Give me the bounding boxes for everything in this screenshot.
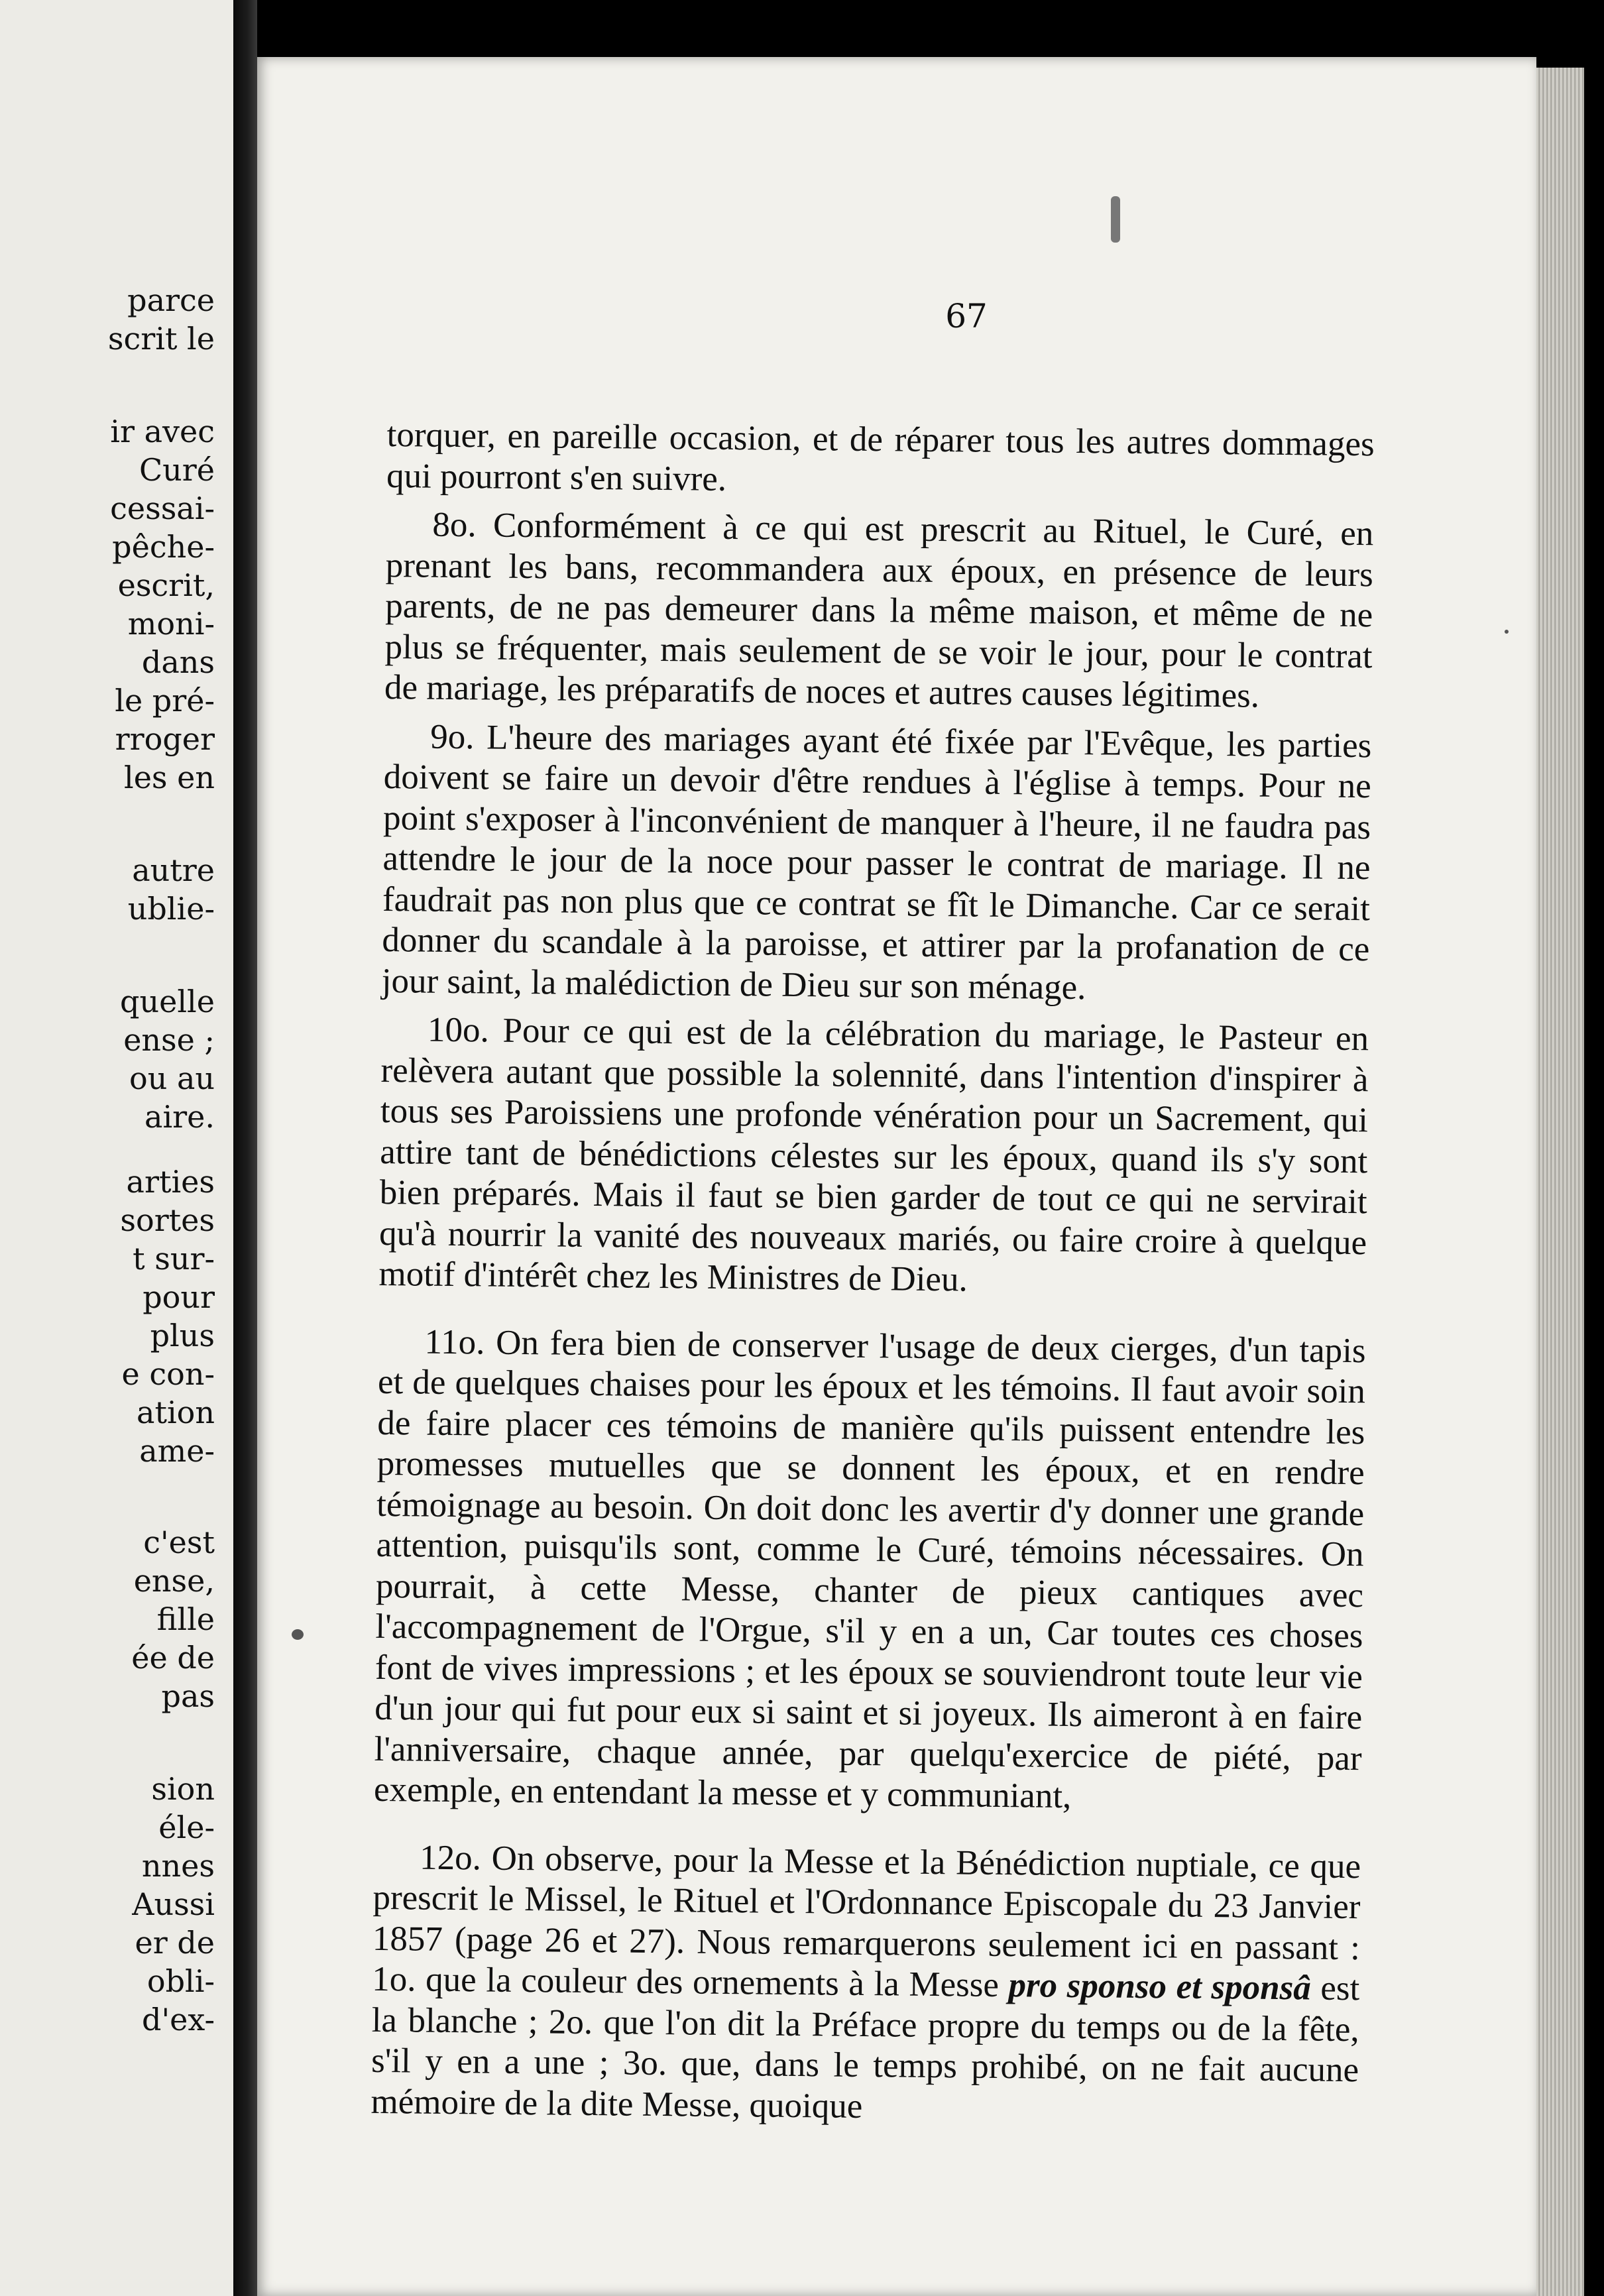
paragraph-11: 11o. On fera bien de conserver l'usage de deux cierges, d'un tapis et de quelques chaises pour les époux et les témoins. Il faut avoir soin de faire placer ces témoins de manière qu'ils puissent entendre les promesses mutuelles que se donnent les époux, et en rendre témoignage au besoin. On doit donc les avertir d'y donner une grande attention, puisqu'ils sont, comme le Curé, témoins nécessaires. On pourrait, à cette Messe, chanter de pieux cantiques avec l'accompagnement de l'Orgue, s'il y en a un, Car toutes ces choses font de vives impressions ; et les époux se souviendront toute leur vie d'un jour qui fut pour eux si saint et si joyeux. Ils aimeront à en faire l'anniversaire, chaque année, par quelqu'exercice de piété, par exemple, en entendant la messe et y communiant, xyxy=(373,1322,1366,1816)
left-page-line: ation xyxy=(137,1395,215,1430)
paragraph-continuation: torquer, en pareille occasion, et de réparer tous les autres dommages qui pourront s'en suivre. xyxy=(386,415,1375,498)
scan-speck xyxy=(292,1629,304,1640)
left-page-line: t sur- xyxy=(133,1241,215,1277)
left-page-line: cessai- xyxy=(110,490,215,526)
paragraph-12 xyxy=(371,1837,1361,2132)
left-page-line: rroger xyxy=(115,721,215,757)
book-gutter xyxy=(233,0,257,2296)
left-page-line: ir avec xyxy=(110,414,215,449)
left-page-line: moni- xyxy=(127,606,215,642)
left-page-line: pour xyxy=(143,1279,215,1315)
page-number: 67 xyxy=(945,297,988,335)
left-page-line: arties xyxy=(126,1164,215,1200)
left-page-line: éle- xyxy=(158,1809,215,1845)
paragraph-10: 10o. Pour ce qui est de la célébration du mariage, le Pasteur en relèvera autant que possible la solennité, dans l'intention d'inspirer à tous ses Paroissiens une profonde vénération pour un Sacrement, qui attire tant de bénédictions célestes sur les époux, quand ils s'y sont bien préparés. Mais il faut se bien garder de tout ce qui ne servirait qu'à nourrir la vanité des nouveaux mariés, ou faire croire à quelque motif d'intérêt chez les Ministres de Dieu. xyxy=(378,1010,1369,1299)
left-page-line: Curé xyxy=(139,452,215,488)
left-page-line: Aussi xyxy=(132,1886,215,1922)
page-body-text xyxy=(371,415,1375,2140)
previous-page-fragment xyxy=(0,0,233,2296)
paragraph-12-text-start: 12o. On observe, pour la Messe et la Bénédiction nuptiale, ce que prescrit le Missel, le Rituel et l'Ordonnance Episcopale du 23 Janvier 1857 (page 26 et 27). Nous remarquerons seulement ici en passant : 1o. que la couleur des ornements à la Messe xyxy=(372,1838,1361,2005)
left-page-line: ense, xyxy=(133,1563,215,1599)
left-page-line: parce xyxy=(127,282,215,318)
left-page-line: quelle xyxy=(120,984,215,1019)
left-page-line: ou au xyxy=(129,1061,215,1096)
left-page-line: autre xyxy=(132,852,215,888)
left-page-line: ublie- xyxy=(127,891,215,927)
latin-phrase: pro sponso et sponsâ xyxy=(1008,1966,1312,2008)
left-page-line: escrit, xyxy=(117,567,215,603)
left-page-line: er de xyxy=(135,1925,215,1961)
left-page-line: dans xyxy=(141,644,215,680)
left-page-line: e con- xyxy=(121,1356,215,1392)
left-page-line: nnes xyxy=(141,1848,215,1884)
left-page-line: ame- xyxy=(139,1433,215,1469)
left-page-line: obli- xyxy=(146,1963,215,1999)
left-page-line: le pré- xyxy=(115,683,215,718)
left-page-line: sion xyxy=(151,1771,215,1807)
paragraph-8: 8o. Conformément à ce qui est prescrit au Rituel, le Curé, en prenant les bans, recommandera aux époux, en présence de leurs parents, de ne pas demeurer dans la même maison, et même de ne plus se fréquenter, mais seulement de se voir le jour, pour le contrat de mariage, les préparatifs de noces et autres causes légitimes. xyxy=(384,505,1374,715)
scan-speck xyxy=(1505,630,1509,634)
left-page-line: sortes xyxy=(120,1202,215,1238)
left-page-line: c'est xyxy=(143,1524,215,1560)
left-page-line: pas xyxy=(161,1678,215,1714)
left-page-line: pêche- xyxy=(112,529,215,565)
left-page-line: ée de xyxy=(131,1640,215,1676)
scan-speck xyxy=(1111,196,1120,243)
left-page-line: scrit le xyxy=(107,321,215,357)
left-page-line: ense ; xyxy=(123,1022,215,1058)
paragraph-12-text-end: est la blanche ; 2o. que l'on dit la Préface propre du temps ou de la fête, s'il y en a une ; 3o. que, dans le temps prohibé, on ne fait aucune mémoire de la dite Messe, quoique xyxy=(371,1969,1360,2126)
left-page-line: fille xyxy=(156,1601,215,1637)
left-page-line: d'ex- xyxy=(142,2002,215,2038)
left-page-line: plus xyxy=(150,1318,215,1353)
book-page xyxy=(257,57,1536,2296)
left-page-line: aire. xyxy=(144,1099,215,1135)
paragraph-9: 9o. L'heure des mariages ayant été fixée par l'Evêque, les parties doivent se faire un devoir d'être rendues à l'église à temps. Pour ne point s'exposer à l'inconvénient de manquer à l'heure, il ne faudra pas attendre le jour de la noce pour passer le contrat de mariage. Il ne faudrait pas non plus que ce contrat se fît le Dimanche. Car ce serait donner du scandale à la paroisse, et attirer par la profanation de ce jour saint, la malédiction de Dieu sur son ménage. xyxy=(381,717,1372,1007)
page-stack-edges xyxy=(1536,68,1584,2296)
left-page-line: les en xyxy=(123,760,215,795)
